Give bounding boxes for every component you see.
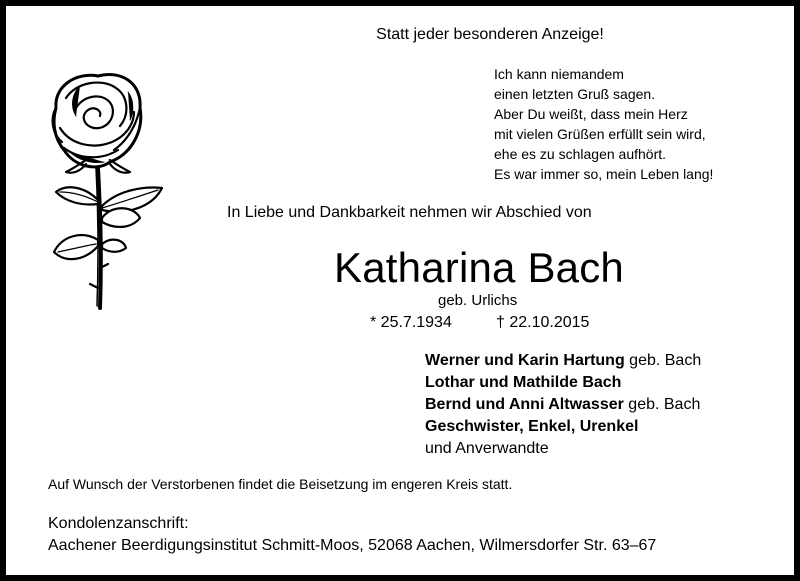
mourner-names: Werner und Karin Hartung [425, 352, 625, 369]
mourner-line [425, 438, 701, 460]
deceased-name: Katharina Bach [334, 244, 624, 291]
burial-note: Auf Wunsch der Verstorbenen findet die Beisetzung im engeren Kreis statt. [48, 476, 513, 492]
mourner-names: Bernd und Anni Altwasser [425, 396, 624, 413]
poem-line: Ich kann niemandem [494, 66, 624, 82]
death-date: † 22.10.2015 [496, 314, 590, 331]
poem-line: mit vielen Grüßen erfüllt sein wird, [494, 126, 706, 142]
mourner-line [425, 394, 701, 416]
mourner-line [425, 372, 701, 394]
mourner-suffix: geb. Bach [623, 396, 701, 413]
poem-line: Es war immer so, mein Leben lang! [494, 166, 714, 182]
poem-line: ehe es zu schlagen aufhört. [494, 146, 667, 162]
condolence-address [48, 513, 656, 557]
mourner-line [425, 416, 701, 438]
mourner-suffix: und Anverwandte [425, 440, 549, 457]
mourner-names: Geschwister, Enkel, Urenkel [425, 418, 639, 435]
rose-icon [36, 68, 166, 318]
header-line: Statt jeder besonderen Anzeige! [376, 26, 604, 43]
mourners-list [425, 350, 701, 460]
poem-line: Aber Du weißt, dass mein Herz [494, 106, 688, 122]
birth-name: geb. Urlichs [438, 292, 518, 309]
mourner-line [425, 350, 701, 372]
mourner-names: Lothar und Mathilde Bach [425, 374, 622, 391]
poem-line: einen letzten Gruß sagen. [494, 86, 656, 102]
intro-text: In Liebe und Dankbarkeit nehmen wir Abschied von [227, 204, 592, 221]
birth-date: * 25.7.1934 [370, 314, 452, 331]
mourner-suffix: geb. Bach [624, 352, 702, 369]
condolence-label: Kondolenzanschrift: [48, 515, 189, 532]
poem [494, 64, 764, 184]
condolence-address-line: Aachener Beerdigungsinstitut Schmitt-Moos, 52068 Aachen, Wilmersdorfer Str. 63–67 [48, 537, 657, 554]
